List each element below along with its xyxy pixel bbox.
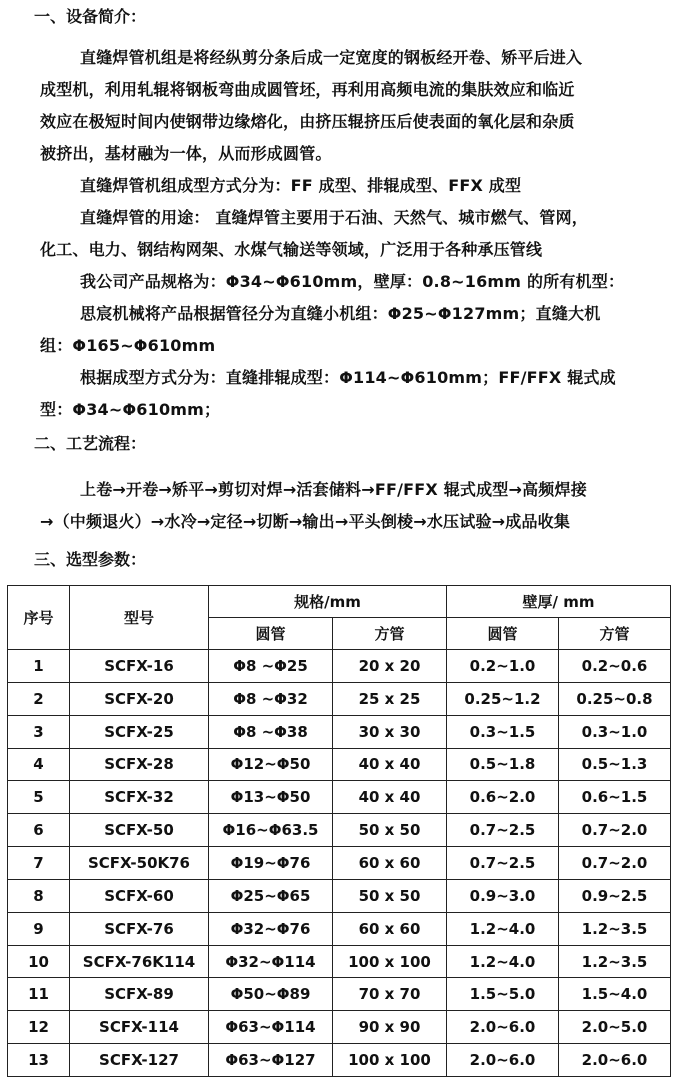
cell-wall-round: 0.7~2.5 [447,847,559,880]
process-line-2: →（中频退火）→水冷→定径→切断→输出→平头倒棱→水压试验→成品收集 [40,512,571,531]
table-row [8,847,671,880]
cell-spec-square: 20 x 20 [333,650,447,683]
cell-model: SCFX-60 [70,879,209,912]
cell-spec-round: Φ32~Φ114 [209,945,333,978]
header-spec-round: 圆管 [209,618,333,650]
cell-wall-square: 0.9~2.5 [559,879,671,912]
table-body [8,650,671,1077]
table-header-row [8,586,671,618]
cell-spec-square: 40 x 40 [333,781,447,814]
cell-spec-square: 60 x 60 [333,912,447,945]
cell-seq: 11 [8,978,70,1011]
cell-wall-round: 2.0~6.0 [447,1044,559,1077]
cell-spec-square: 25 x 25 [333,682,447,715]
cell-spec-round: Φ16~Φ63.5 [209,814,333,847]
cell-wall-square: 1.2~3.5 [559,912,671,945]
cell-spec-square: 100 x 100 [333,1044,447,1077]
table-row [8,879,671,912]
cell-model: SCFX-89 [70,978,209,1011]
cell-spec-round: Φ32~Φ76 [209,912,333,945]
table-row [8,748,671,781]
intro-line-6: 直缝焊管的用途： 直缝焊管主要用于石油、天然气、城市燃气、管网， [80,208,588,227]
cell-spec-square: 40 x 40 [333,748,447,781]
table-row [8,912,671,945]
cell-spec-round: Φ50~Φ89 [209,978,333,1011]
table-row [8,945,671,978]
cell-spec-round: Φ8 ~Φ25 [209,650,333,683]
cell-spec-round: Φ19~Φ76 [209,847,333,880]
intro-line-9: 思宸机械将产品根据管径分为直缝小机组：Φ25~Φ127mm；直缝大机 [80,304,601,323]
cell-model: SCFX-127 [70,1044,209,1077]
cell-wall-round: 1.5~5.0 [447,978,559,1011]
section2-heading: 二、工艺流程： [34,434,147,453]
header-seq: 序号 [8,586,70,650]
cell-model: SCFX-114 [70,1011,209,1044]
cell-seq: 10 [8,945,70,978]
cell-spec-square: 30 x 30 [333,715,447,748]
cell-spec-square: 60 x 60 [333,847,447,880]
cell-model: SCFX-32 [70,781,209,814]
table-row [8,715,671,748]
table-row [8,1044,671,1077]
intro-line-8: 我公司产品规格为：Φ34~Φ610mm，壁厚：0.8~16mm 的所有机型： [80,272,625,291]
cell-spec-round: Φ63~Φ114 [209,1011,333,1044]
cell-seq: 13 [8,1044,70,1077]
intro-line-3: 效应在极短时间内使钢带边缘熔化，由挤压辊挤压后使表面的氧化层和杂质 [40,112,575,131]
intro-line-11: 根据成型方式分为：直缝排辊成型：Φ114~Φ610mm；FF/FFX 辊式成 [80,368,616,387]
cell-spec-round: Φ12~Φ50 [209,748,333,781]
cell-wall-round: 0.2~1.0 [447,650,559,683]
cell-wall-round: 0.6~2.0 [447,781,559,814]
cell-spec-square: 50 x 50 [333,879,447,912]
intro-line-5: 直缝焊管机组成型方式分为：FF 成型、排辊成型、FFX 成型 [80,176,522,195]
cell-wall-round: 1.2~4.0 [447,912,559,945]
table-row [8,978,671,1011]
table-row [8,682,671,715]
cell-wall-square: 2.0~6.0 [559,1044,671,1077]
cell-spec-round: Φ25~Φ65 [209,879,333,912]
cell-model: SCFX-76 [70,912,209,945]
cell-wall-square: 2.0~5.0 [559,1011,671,1044]
cell-model: SCFX-28 [70,748,209,781]
intro-line-12: 型：Φ34~Φ610mm； [40,400,221,419]
section1-heading: 一、设备简介： [34,7,147,26]
cell-wall-square: 0.2~0.6 [559,650,671,683]
cell-model: SCFX-16 [70,650,209,683]
cell-model: SCFX-50K76 [70,847,209,880]
cell-wall-round: 0.5~1.8 [447,748,559,781]
cell-wall-square: 0.5~1.3 [559,748,671,781]
cell-wall-round: 0.9~3.0 [447,879,559,912]
section3-heading: 三、选型参数： [34,550,147,569]
header-spec-square: 方管 [333,618,447,650]
intro-line-1: 直缝焊管机组是将经纵剪分条后成一定宽度的钢板经开卷、矫平后进入 [80,48,583,67]
cell-spec-round: Φ13~Φ50 [209,781,333,814]
cell-spec-round: Φ8 ~Φ32 [209,682,333,715]
cell-wall-round: 0.25~1.2 [447,682,559,715]
cell-seq: 9 [8,912,70,945]
cell-model: SCFX-76K114 [70,945,209,978]
header-wall-round: 圆管 [447,618,559,650]
cell-seq: 1 [8,650,70,683]
cell-seq: 3 [8,715,70,748]
cell-seq: 12 [8,1011,70,1044]
cell-wall-square: 0.6~1.5 [559,781,671,814]
cell-wall-square: 0.7~2.0 [559,814,671,847]
header-wall-square: 方管 [559,618,671,650]
intro-line-4: 被挤出，基材融为一体，从而形成圆管。 [40,144,332,163]
table-row [8,1011,671,1044]
cell-wall-square: 0.25~0.8 [559,682,671,715]
selection-parameter-table [7,585,671,1077]
process-line-1: 上卷→开卷→矫平→剪切对焊→活套储料→FF/FFX 辊式成型→高频焊接 [80,480,587,499]
cell-seq: 5 [8,781,70,814]
cell-wall-square: 0.7~2.0 [559,847,671,880]
cell-spec-round: Φ8 ~Φ38 [209,715,333,748]
table-row [8,814,671,847]
table-row [8,781,671,814]
header-model: 型号 [70,586,209,650]
cell-wall-square: 1.5~4.0 [559,978,671,1011]
header-wall: 壁厚/ mm [447,586,671,618]
cell-seq: 8 [8,879,70,912]
cell-wall-round: 0.3~1.5 [447,715,559,748]
cell-model: SCFX-50 [70,814,209,847]
cell-wall-round: 1.2~4.0 [447,945,559,978]
cell-wall-round: 0.7~2.5 [447,814,559,847]
intro-line-10: 组：Φ165~Φ610mm [40,336,216,355]
cell-spec-square: 100 x 100 [333,945,447,978]
cell-model: SCFX-25 [70,715,209,748]
cell-seq: 2 [8,682,70,715]
table-row [8,650,671,683]
cell-spec-square: 70 x 70 [333,978,447,1011]
cell-model: SCFX-20 [70,682,209,715]
cell-seq: 6 [8,814,70,847]
cell-wall-square: 1.2~3.5 [559,945,671,978]
cell-wall-square: 0.3~1.0 [559,715,671,748]
intro-line-7: 化工、电力、钢结构网架、水煤气输送等领域，广泛用于各种承压管线 [40,240,543,259]
intro-line-2: 成型机，利用轧辊将钢板弯曲成圆管坯，再利用高频电流的集肤效应和临近 [40,80,575,99]
cell-seq: 7 [8,847,70,880]
cell-spec-square: 90 x 90 [333,1011,447,1044]
cell-seq: 4 [8,748,70,781]
header-spec: 规格/mm [209,586,447,618]
cell-spec-round: Φ63~Φ127 [209,1044,333,1077]
cell-wall-round: 2.0~6.0 [447,1011,559,1044]
cell-spec-square: 50 x 50 [333,814,447,847]
